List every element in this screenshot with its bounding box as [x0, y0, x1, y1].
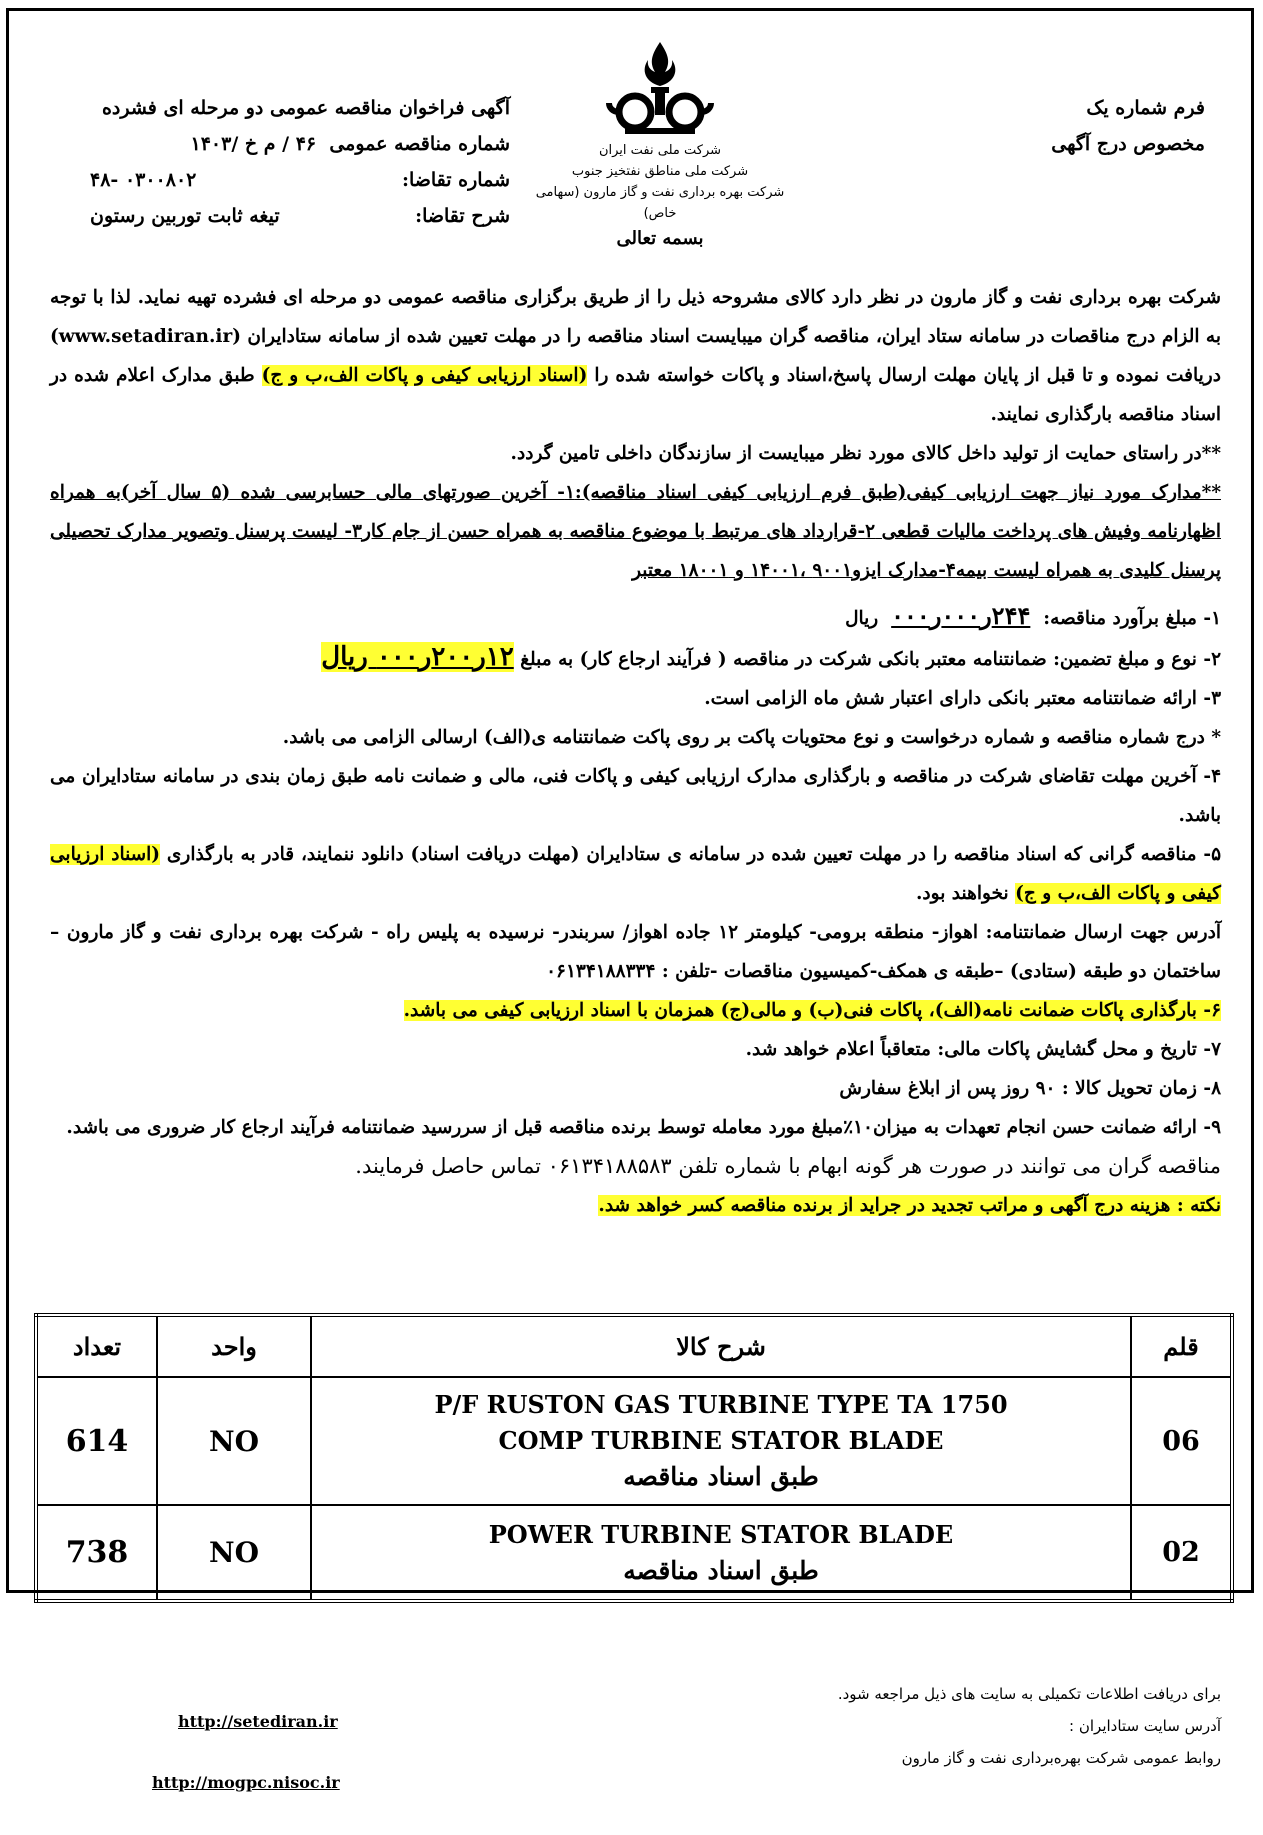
- footer-line-2: آدرس سایت ستادایران :: [1069, 1717, 1221, 1735]
- request-number-value: ۰۳۰۰۸۰۲ -۴۸: [90, 169, 197, 191]
- item-5-highlight: (اسناد ارزیابی کیفی و پاکات الف،ب و ج): [50, 844, 1221, 904]
- request-number-label: شماره تقاضا:: [401, 169, 510, 191]
- bismillah: بسمه تعالی: [616, 228, 704, 249]
- footer-line-3: روابط عمومی شرکت بهره‌برداری نفت و گاز مارون: [901, 1749, 1221, 1767]
- cost-note: نکته : هزینه درج آگهی و مراتب تجدید در جراید از برنده مناقصه کسر خواهد شد.: [598, 1195, 1221, 1216]
- row-unit: NO: [157, 1377, 311, 1505]
- setadiran-site-text: (www.setadiran.ir): [50, 326, 241, 347]
- tender-number-row: [90, 126, 510, 162]
- request-desc-value: تیغه ثابت توربین رستون: [90, 205, 280, 227]
- item-4: ۴- آخرین مهلت تقاضای شرکت در مناقصه و بارگذاری مدارک ارزیابی کیفی و پاکات فنی، مالی و ضمانت نامه طبق زمان بندی در سامانه ستادایران می باشد.: [50, 766, 1221, 826]
- notice-body: [50, 278, 1221, 1225]
- footer-line-1: برای دریافت اطلاعات تکمیلی به سایت های ذیل مراجعه شود.: [837, 1685, 1221, 1703]
- guarantee-amount: ۱۲ر۲۰۰ر۰۰۰ ریال: [321, 642, 514, 672]
- estimate-label: ۱- مبلغ برآورد مناقصه:: [1043, 608, 1221, 629]
- header-desc: شرح کالا: [311, 1315, 1131, 1377]
- item-5: [50, 835, 1221, 913]
- row-qty: 614: [36, 1377, 157, 1505]
- row-desc-note: طبق اسناد مناقصه: [623, 1555, 819, 1585]
- item-8: ۸- زمان تحویل کالا : ۹۰ روز پس از ابلاغ سفارش: [839, 1078, 1221, 1099]
- item-3-note: * درج شماره مناقصه و شماره درخواست و نوع محتویات پاکت بر روی پاکت ضمانتنامه ی(الف) ارسالی الزامی می باشد.: [282, 727, 1221, 748]
- goods-table: [34, 1313, 1234, 1603]
- intro-text-1: شرکت بهره برداری نفت و گاز مارون در نظر دارد کالای مشروحه ذیل را از طریق برگزاری مناقصه عمومی دو مرحله ای فشرده تهیه نماید. لذا با توجه به الزام درج مناقصات در سامانه ستاد ایران، مناقصه گران میبایست اسناد مناقصه را در مهلت تعیین شده از سامانه ستادایران: [50, 287, 1221, 347]
- intro-text-3: طبق مدارک اعلام شده در اسناد مناقصه بارگذاری نمایند.: [50, 365, 1221, 425]
- mogpc-link[interactable]: http://mogpc.nisoc.ir: [152, 1773, 340, 1792]
- setadiran-link[interactable]: http://setediran.ir: [178, 1712, 338, 1731]
- item-2: [50, 638, 1221, 679]
- row-item: 06: [1131, 1377, 1232, 1505]
- row-desc-note: طبق اسناد مناقصه: [623, 1462, 819, 1491]
- row-desc-line-2: COMP TURBINE STATOR BLADE: [498, 1426, 944, 1455]
- header-item: قلم: [1131, 1315, 1232, 1377]
- guarantee-address: آدرس جهت ارسال ضمانتنامه: اهواز- منطقه برومی- کیلومتر ۱۲ جاده اهواز/ سربندر- نرسیده به پلیس راه - شرکت بهره برداری نفت و گاز مارون –ساختمان دو طبقه (ستادی) –طبقه ی همکف-کمیسیون مناقصات -تلفن : ۰۶۱۳۴۱۸۸۳۳۴: [50, 922, 1221, 982]
- support-line: **در راستای حمایت از تولید داخل کالای مورد نظر میبایست از سازندگان داخلی تامین گردد.: [510, 443, 1221, 464]
- request-desc-row: [90, 198, 510, 234]
- row-desc-line-1: POWER TURBINE STATOR BLADE: [488, 1519, 954, 1549]
- item-9: ۹- ارائه ضمانت حسن انجام تعهدات به میزان۱۰٪مبلغ مورد معامله توسط برنده مناقصه قبل از سررسید ضمانتنامه فرآیند ارجاع کار ضروری می باشد.: [66, 1117, 1221, 1138]
- item-6: ۶- بارگذاری پاکات ضمانت نامه(الف)، پاکات فنی(ب) و مالی(ج) همزمان با اسناد ارزیابی کیفی می باشد.: [403, 1000, 1221, 1021]
- nioc-logo-icon: [605, 40, 715, 140]
- company-logo-block: [530, 40, 790, 249]
- guarantee-text: ۲- نوع و مبلغ تضمین: ضمانتنامه معتبر بانکی شرکت در مناقصه ( فرآیند ارجاع کار) به مبلغ: [520, 649, 1221, 670]
- table-row: [36, 1505, 1232, 1601]
- estimate-unit: ریال: [845, 608, 879, 629]
- item-5-text: ۵- مناقصه گرانی که اسناد مناقصه را در مهلت تعیین شده در سامانه ی ستادایران (مهلت دریافت اسناد) دانلود ننمایند، قادر به بارگذاری: [166, 844, 1221, 865]
- request-desc-label: شرح تقاضا:: [415, 205, 510, 227]
- contact-line: مناقصه گران می توانند در صورت هر گونه ابهام با شماره تلفن ۰۶۱۳۴۱۸۸۵۸۳ تماس حاصل فرمایند.: [355, 1154, 1221, 1178]
- form-number: فرم شماره یک: [1086, 97, 1205, 119]
- header-unit: واحد: [157, 1315, 311, 1377]
- form-purpose: مخصوص درج آگهی: [1051, 133, 1205, 155]
- row-item: 02: [1131, 1505, 1232, 1601]
- notice-title: آگهی فراخوان مناقصه عمومی دو مرحله ای فشرده: [101, 97, 510, 119]
- header-qty: تعداد: [36, 1315, 157, 1377]
- tender-number-value: ۴۶ / م خ /۱۴۰۳: [190, 133, 317, 155]
- row-desc: [311, 1505, 1131, 1601]
- footer-info: [321, 1678, 1221, 1774]
- company-name-3: شرکت بهره برداری نفت و گاز مارون (سهامی خاص): [535, 185, 785, 221]
- form-header: [905, 90, 1205, 162]
- company-name-2: شرکت ملی مناطق نفتخیز جنوب: [571, 164, 749, 179]
- row-desc: [311, 1377, 1131, 1505]
- row-unit: NO: [157, 1505, 311, 1601]
- company-name-1: شرکت ملی نفت ایران: [598, 143, 722, 158]
- required-docs: **مدارک مورد نیاز جهت ارزیابی کیفی(طبق فرم ارزیابی کیفی اسناد مناقصه):۱- آخرین صورتهای مالی حسابرسی شده (۵ سال آخر)به همراه اظهارنامه وفیش های پرداخت مالیات قطعی ۲-قرارداد های مرتبط با موضوع مناقصه به همراه حسن از جام کار۳- لیست پرسنل وتصویر مدارک تحصیلی پرسنل کلیدی به همراه لیست بیمه۴-مدارک ایزو۹۰۰۱ ،۱۴۰۰۱ و ۱۸۰۰۱ معتبر: [50, 482, 1221, 581]
- row-qty: 738: [36, 1505, 157, 1601]
- intro-text-2: دریافت نموده و تا قبل از پایان مهلت ارسال پاسخ،اسناد و پاکات خواسته شده را: [594, 365, 1221, 386]
- item-7: ۷- تاریخ و محل گشایش پاکات مالی: متعاقباً اعلام خواهد شد.: [745, 1039, 1221, 1060]
- request-number-row: [90, 162, 510, 198]
- item-1: [50, 596, 1221, 638]
- intro-paragraph: [50, 278, 1221, 434]
- table-header-row: [36, 1315, 1232, 1377]
- item-3: ۳- ارائه ضمانتنامه معتبر بانکی دارای اعتبار شش ماه الزامی است.: [704, 688, 1221, 709]
- item-5-end: نخواهند بود.: [915, 883, 1009, 904]
- tender-header: [90, 90, 510, 234]
- estimate-value: ۲۴۴ر۰۰۰ر۰۰۰: [891, 601, 1031, 630]
- tender-number-label: شماره مناقصه عمومی: [329, 133, 510, 155]
- table-row: [36, 1377, 1232, 1505]
- row-desc-line-1: P/F RUSTON GAS TURBINE TYPE TA 1750: [434, 1390, 1008, 1419]
- intro-highlight: (اسناد ارزیابی کیفی و پاکات الف،ب و ج): [261, 365, 588, 386]
